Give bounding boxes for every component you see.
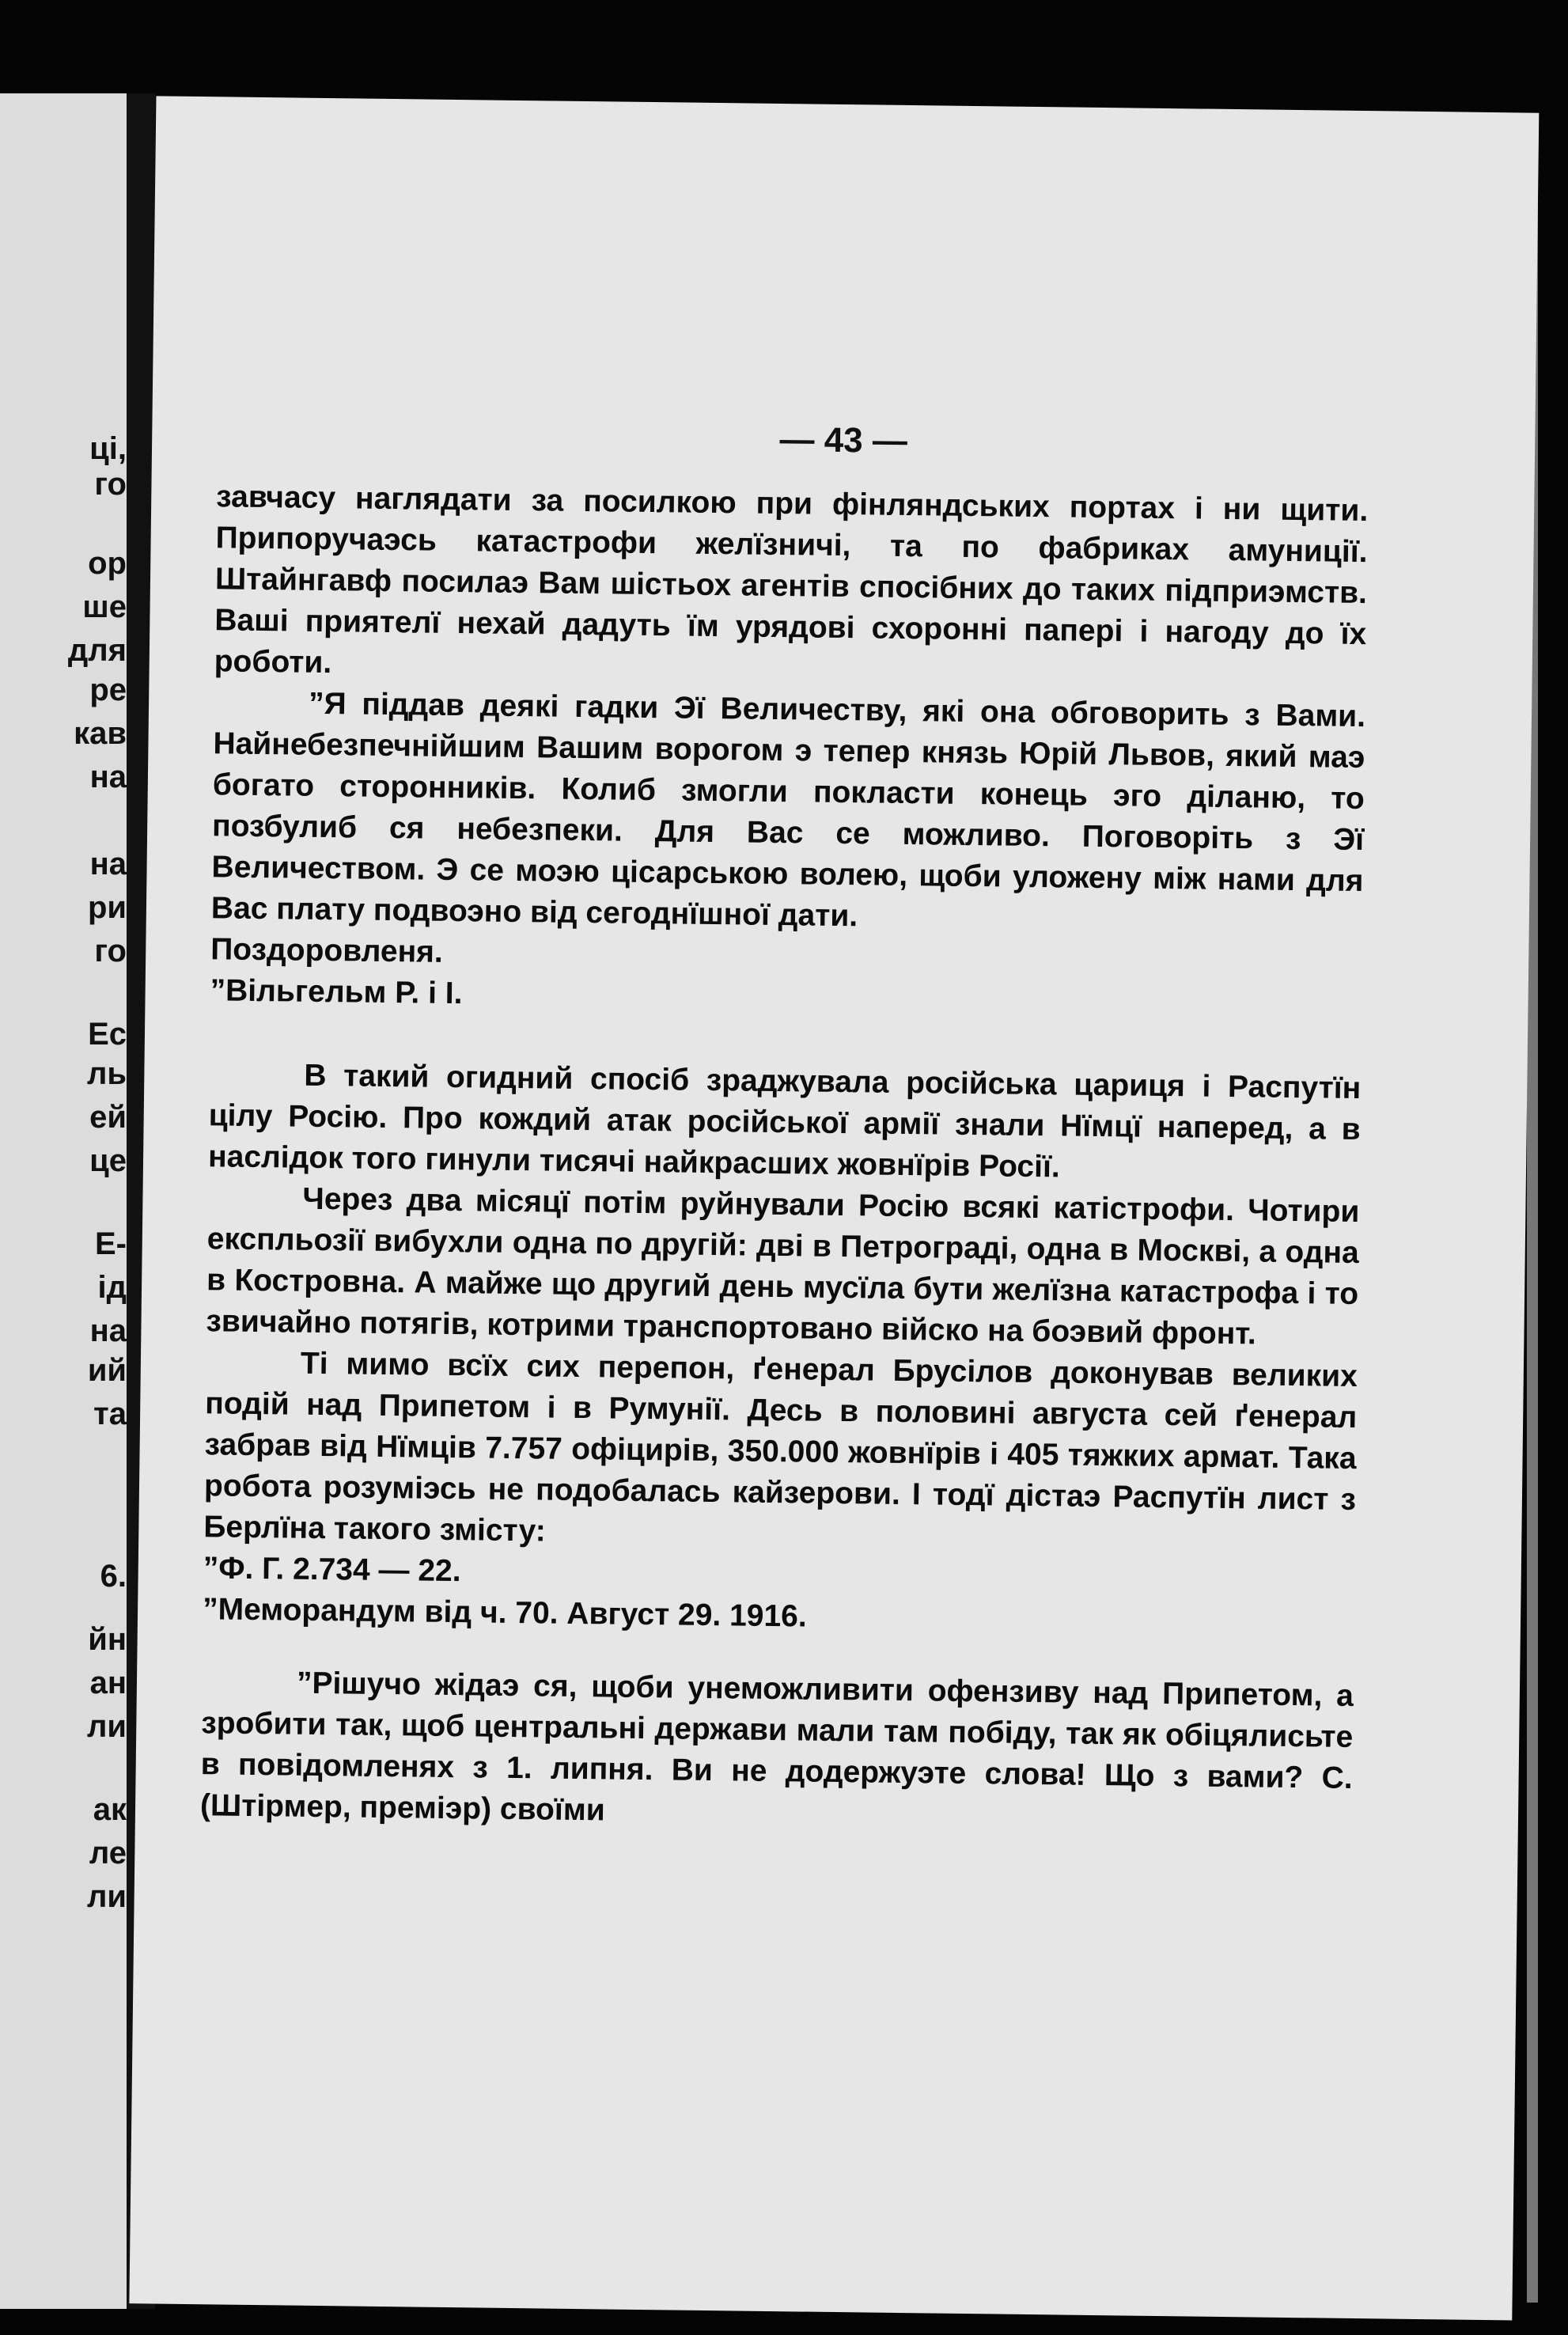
paragraph: Через два місяцї потім руйнували Росію всякі катістрофи. Чотири експльозії вибухли одна по другій: дві в Петрограді, одна в Москві, а одна в Костровна. А майже що другий день мусїла бути желїзна катастрофа і то звичайно потягів, котрими транспортовано війско на боэвий фронт. (206, 1181, 1360, 1351)
previous-page-fragment: ше (82, 589, 127, 624)
previous-page-fragment: для (67, 633, 127, 668)
paragraph: Ті мимо всїх сих перепон, ґенерал Брусілов доконував великих подій над Припетом і в Румунії. Десь в половині августа сей ґенерал забрав від Нїмців 7.757 офіцирів, 350.000 жовнїрів і 405 тяжких армат. Така робота розуміэсь не подобалась кайзерови. І тодї дістаэ Распутїн лист з Берлїна такого змісту: (203, 1346, 1358, 1548)
reference-line: ”Ф. Г. 2.734 — 22. (203, 1551, 461, 1589)
document-page (129, 96, 1539, 2320)
page-number: — 43 — (779, 420, 908, 461)
previous-page-fragment: 6. (100, 1559, 127, 1594)
previous-page-fragment: ле (89, 1836, 127, 1871)
previous-page-fragment: кав (74, 716, 127, 751)
memo-line: ”Меморандум від ч. 70. Август 29. 1916. (202, 1592, 807, 1634)
previous-page-fragment: Ес (88, 1017, 127, 1052)
previous-page-fragment: ор (88, 546, 127, 581)
previous-page-fragment: на (89, 760, 127, 794)
previous-page-edge (0, 93, 133, 2309)
previous-page-fragment: йн (88, 1622, 127, 1657)
previous-page-fragment: ли (87, 1709, 127, 1744)
paragraph: ”Я піддав деякі гадки Эї Величеству, які она обговорить з Вами. Найнебезпечнійшим Вашим ворогом э тепер князь Юрій Львов, який маэ богато сторонників. Колиб змогли покласти конець эго діланю, то позбулиб ся небезпеки. Для Вас се можливо. Поговоріть з Эї Величеством. Э се моэю цісарською волею, щоби уложену між нами для Вас плату подвоэно від сегоднїшної дати. (210, 686, 1366, 934)
previous-page-fragment: на (89, 847, 127, 881)
paragraph: завчасу наглядати за посилкою при фінляндських портах і ни щити. Припоручаэсь катастрофи желїзничі, та по фабриках амуниції. Штайнгавф посилаэ Вам шістьох агентів спосібних до таких підприэмств. Ваші приятелї нехай дадуть їм урядові схоронні папері і нагоду до їх роботи. (214, 480, 1369, 680)
paragraph: ”Рішучо жідаэ ся, щоби унеможливити офензиву над Припетом, а зробити так, щоб центральні держави мали там побіду, так як обіцялисьте в повідомленях з 1. липня. Ви не додержуэте слова! Що з вами? С. (Штірмер, преміэр) своїми (199, 1666, 1354, 1828)
previous-page-fragment: ан (89, 1666, 127, 1700)
previous-page-fragment: ей (89, 1100, 127, 1135)
letter-greeting: Поздоровленя. (210, 932, 444, 969)
previous-page-fragment: на (89, 1313, 127, 1348)
page-content (200, 476, 1369, 1840)
previous-page-fragment: це (89, 1143, 127, 1178)
previous-page-fragment: ці, (89, 431, 127, 466)
previous-page-fragment: го (94, 934, 127, 968)
previous-page-fragment: Е- (95, 1226, 127, 1261)
previous-page-fragment: ре (89, 673, 127, 707)
previous-page-fragment: ий (87, 1353, 127, 1388)
previous-page-fragment: го (94, 467, 127, 502)
previous-page-fragment: ак (93, 1792, 127, 1827)
previous-page-fragment: ль (87, 1056, 127, 1091)
previous-page-fragment: та (93, 1397, 127, 1431)
previous-page-fragment: ли (87, 1879, 127, 1914)
previous-page-fragment: ри (87, 890, 127, 925)
letter-signature: ”Вільгельм Р. і І. (210, 973, 463, 1011)
previous-page-fragment: ід (97, 1270, 127, 1305)
paragraph: В такий огидний спосіб зраджувала російська цариця і Распутїн цілу Росію. Про кождий атак російської армії знали Нїмцї наперед, а в наслідок того гинули тисячі найкрасших жовнїрів Росії. (207, 1058, 1362, 1185)
